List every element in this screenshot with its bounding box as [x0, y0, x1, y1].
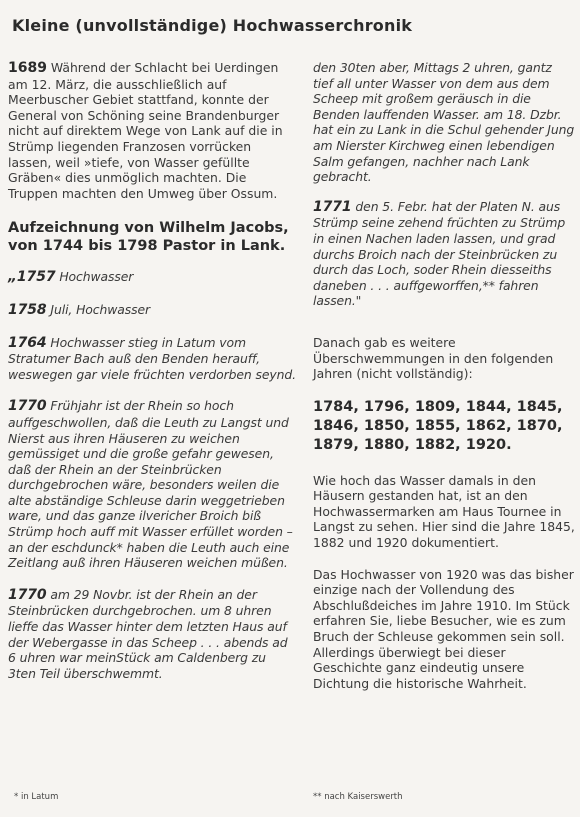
entry-text: Juli, Hochwasser: [46, 301, 151, 317]
entry-text: Hochwasser: [55, 269, 134, 285]
floods-intro: Danach gab es weitere Überschwemmungen in den folgenden Jahren (nicht vollständig):: [313, 334, 554, 382]
entry-year: 1770: [8, 586, 47, 603]
footnote-right: ** nach Kaiserswerth: [313, 792, 403, 802]
entry-year: „1757: [8, 269, 56, 286]
entry-1758: [8, 302, 296, 319]
page-title: Kleine (unvollständige) Hochwasserchronik: [12, 16, 413, 35]
entry-1770-november: [8, 587, 296, 682]
section-heading: Aufzeichnung von Wilhelm Jacobs, von 1744 bis 1798 Pastor in Lank.: [8, 220, 289, 255]
entry-year: 1771: [313, 198, 352, 215]
flood-1920-paragraph: Das Hochwasser von 1920 was das bisher einzige nach der Vollendung des Abschlußdeiches im Jahre 1910. Im Stück erfahren Sie, liebe Besucher, wie es zum Bruch der Schleuse gekommen sein soll. Allerdings überwiegt bei dieser Geschichte ganz eindeutig unsere Dichtung die historische Wahrheit.: [313, 566, 574, 691]
entry-text: den 5. Febr. hat der Platen N. aus Strümp seine zehend früchten zu Strümp in einen Nachen laden lassen, und grad durchs Broich nach der Steinbrücken zu durch das Loch, soder Rhein diesseiths daneben . . . auffgeworffen,** fahren lassen.": [313, 198, 566, 309]
entry-1764: [8, 335, 296, 383]
right-column: [313, 60, 575, 707]
entry-year: 1770: [8, 398, 47, 415]
entry-text: Frühjahr ist der Rhein so hoch auffgeschwollen, daß die Leuth zu Langst und Nierst aus ihren Häuseren zu weichen gemüssiget und die große gefahr gewesen, daß der Rhein an der Steinbrücken durchgebrochen wäre, besonders weilen die alte abständige Schleuse darin weggetrieben ware, und das ganze ilvericher Broich biß Strümp hoch auff mit Wasser erfüllet worden – an der eschdunck* haben die Leuth auch eine Zeitlang auß ihren Häuseren weichen müßen.: [8, 398, 293, 571]
entry-1770-spring: [8, 398, 296, 571]
entry-text: Hochwasser stieg in Latum vom Stratumer Bach auß den Benden herauff, weswegen gar viele früchten verdorben seynd.: [8, 334, 296, 382]
entry-year: 1758: [8, 301, 47, 318]
flood-marks-paragraph: Wie hoch das Wasser damals in den Häusern gestanden hat, ist an den Hochwassermarken am Haus Tournee in Langst zu sehen. Hier sind die Jahre 1845, 1882 und 1920 dokumentiert.: [313, 472, 575, 551]
entry-continuation: den 30ten aber, Mittags 2 uhren, gantz tief all unter Wasser von dem aus dem Scheep mit großem geräusch in die Benden lauffenden Wasser. am 18. Dzbr. hat ein zu Lank in die Schul gehender Jung am Nierster Kirchweg einen lebendigen Salm gefangen, nachher nach Lank gebracht.: [313, 60, 575, 185]
entry-year: 1689: [8, 60, 47, 76]
entry-text: am 29 Novbr. ist der Rhein an der Steinbrücken durchgebrochen. um 8 uhren lieffe das Wasser hinter dem letzten Haus auf der Webergasse in das Scheep . . . abends ad 6 uhren war meinStück am Caldenberg zu 3ten Teil überschwemmt.: [8, 586, 288, 681]
left-column: [8, 60, 296, 697]
entry-year: 1764: [8, 334, 47, 351]
flood-years-list: 1784, 1796, 1809, 1844, 1845, 1846, 1850, 1855, 1862, 1870, 1879, 1880, 1882, 1920.: [313, 398, 563, 453]
entry-text: Während der Schlacht bei Uerdingen am 12. März, die ausschließlich auf Meerbuscher Gebiet stattfand, konnte der General von Schöning seine Brandenburger nicht auf direktem Wege von Lank auf die in Strümp liegenden Franzosen vorrücken lassen, weil »tiefe, von Wasser gefüllte Gräben« dies unmöglich machten. Die Truppen machten den Umweg über Ossum.: [8, 60, 283, 201]
footnote-left: * in Latum: [14, 792, 59, 802]
entry-1771: [313, 199, 575, 309]
entry-1757: [8, 269, 296, 286]
entry-1689: [8, 60, 296, 201]
